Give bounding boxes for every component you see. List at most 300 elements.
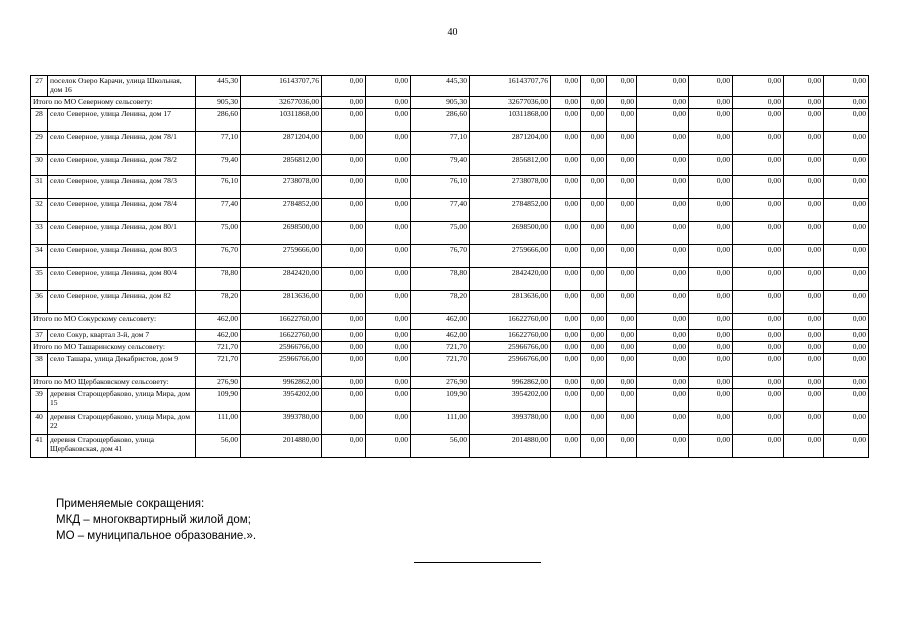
value-cell: 78,80 (196, 268, 241, 291)
value-cell: 0,00 (733, 268, 784, 291)
value-cell: 0,00 (824, 155, 869, 176)
address-cell: село Северное, улица Ленина, дом 80/3 (48, 245, 196, 268)
value-cell: 0,00 (607, 245, 637, 268)
value-cell: 0,00 (322, 389, 366, 412)
value-cell: 0,00 (784, 330, 824, 342)
value-cell: 10311868,00 (241, 109, 322, 132)
value-cell: 0,00 (581, 435, 607, 458)
value-cell: 0,00 (733, 97, 784, 109)
value-cell: 0,00 (824, 176, 869, 199)
value-cell: 109,90 (411, 389, 470, 412)
value-cell: 2738078,00 (241, 176, 322, 199)
value-cell: 0,00 (824, 132, 869, 155)
address-cell: село Северное, улица Ленина, дом 78/3 (48, 176, 196, 199)
value-cell: 286,60 (196, 109, 241, 132)
value-cell: 0,00 (733, 354, 784, 377)
value-cell: 75,00 (411, 222, 470, 245)
value-cell: 2784852,00 (470, 199, 551, 222)
value-cell: 0,00 (733, 109, 784, 132)
value-cell: 0,00 (322, 245, 366, 268)
value-cell: 0,00 (366, 109, 411, 132)
value-cell: 25966766,00 (241, 342, 322, 354)
row-number: 41 (31, 435, 48, 458)
value-cell: 10311868,00 (470, 109, 551, 132)
value-cell: 0,00 (824, 222, 869, 245)
address-cell: село Северное, улица Ленина, дом 82 (48, 291, 196, 314)
page-number: 40 (447, 27, 458, 38)
value-cell: 25966766,00 (241, 354, 322, 377)
value-cell: 0,00 (607, 330, 637, 342)
value-cell: 76,10 (196, 176, 241, 199)
value-cell: 0,00 (551, 314, 581, 330)
value-cell: 0,00 (784, 412, 824, 435)
value-cell: 16622760,00 (470, 314, 551, 330)
value-cell: 0,00 (607, 314, 637, 330)
value-cell: 0,00 (366, 435, 411, 458)
value-cell: 0,00 (366, 389, 411, 412)
value-cell: 0,00 (824, 342, 869, 354)
value-cell: 0,00 (607, 377, 637, 389)
value-cell: 3993780,00 (470, 412, 551, 435)
value-cell: 0,00 (551, 342, 581, 354)
value-cell: 0,00 (784, 155, 824, 176)
value-cell: 0,00 (733, 377, 784, 389)
row-number: 27 (31, 76, 48, 97)
value-cell: 0,00 (689, 342, 733, 354)
abbreviations-block (56, 496, 256, 544)
value-cell: 32677036,00 (470, 97, 551, 109)
value-cell: 0,00 (784, 245, 824, 268)
value-cell: 77,10 (411, 132, 470, 155)
value-cell: 0,00 (824, 354, 869, 377)
value-cell: 0,00 (637, 132, 689, 155)
value-cell: 0,00 (637, 377, 689, 389)
table-row (31, 435, 869, 458)
value-cell: 0,00 (551, 132, 581, 155)
table-row (31, 132, 869, 155)
value-cell: 0,00 (733, 435, 784, 458)
value-cell: 0,00 (689, 291, 733, 314)
value-cell: 0,00 (366, 377, 411, 389)
value-cell: 0,00 (733, 132, 784, 155)
address-cell: село Северное, улица Ленина, дом 78/1 (48, 132, 196, 155)
value-cell: 77,40 (196, 199, 241, 222)
value-cell: 2842420,00 (241, 268, 322, 291)
value-cell: 0,00 (581, 389, 607, 412)
row-number: 39 (31, 389, 48, 412)
value-cell: 0,00 (733, 412, 784, 435)
value-cell: 0,00 (637, 155, 689, 176)
value-cell: 0,00 (551, 97, 581, 109)
value-cell: 0,00 (637, 435, 689, 458)
row-number: 33 (31, 222, 48, 245)
subtotal-row (31, 97, 869, 109)
value-cell: 0,00 (689, 314, 733, 330)
table-row (31, 330, 869, 342)
value-cell: 79,40 (411, 155, 470, 176)
value-cell: 0,00 (366, 330, 411, 342)
value-cell: 0,00 (689, 435, 733, 458)
value-cell: 0,00 (581, 245, 607, 268)
value-cell: 0,00 (784, 268, 824, 291)
address-cell: село Северное, улица Ленина, дом 80/1 (48, 222, 196, 245)
subtotal-row (31, 342, 869, 354)
value-cell: 78,80 (411, 268, 470, 291)
value-cell: 77,40 (411, 199, 470, 222)
value-cell: 0,00 (784, 314, 824, 330)
housing-table (30, 75, 869, 458)
value-cell: 0,00 (322, 222, 366, 245)
value-cell: 76,70 (411, 245, 470, 268)
row-number: 28 (31, 109, 48, 132)
value-cell: 79,40 (196, 155, 241, 176)
value-cell: 0,00 (581, 109, 607, 132)
subtotal-row (31, 314, 869, 330)
value-cell: 0,00 (366, 132, 411, 155)
value-cell: 0,00 (581, 412, 607, 435)
value-cell: 0,00 (689, 97, 733, 109)
value-cell: 721,70 (411, 354, 470, 377)
value-cell: 0,00 (733, 76, 784, 97)
row-number: 32 (31, 199, 48, 222)
value-cell: 0,00 (607, 291, 637, 314)
value-cell: 0,00 (733, 342, 784, 354)
value-cell: 0,00 (689, 389, 733, 412)
value-cell: 0,00 (366, 268, 411, 291)
value-cell: 0,00 (637, 354, 689, 377)
value-cell: 0,00 (322, 109, 366, 132)
value-cell: 0,00 (581, 342, 607, 354)
value-cell: 0,00 (637, 199, 689, 222)
value-cell: 0,00 (637, 97, 689, 109)
value-cell: 0,00 (551, 377, 581, 389)
row-number: 37 (31, 330, 48, 342)
value-cell: 0,00 (824, 314, 869, 330)
value-cell: 0,00 (581, 97, 607, 109)
value-cell: 2759666,00 (241, 245, 322, 268)
row-number: 35 (31, 268, 48, 291)
value-cell: 0,00 (322, 199, 366, 222)
value-cell: 0,00 (637, 412, 689, 435)
value-cell: 0,00 (689, 377, 733, 389)
value-cell: 16143707,76 (241, 76, 322, 97)
value-cell: 0,00 (784, 199, 824, 222)
value-cell: 905,30 (196, 97, 241, 109)
abbreviations-title: Применяемые сокращения: (56, 498, 205, 510)
row-number: 36 (31, 291, 48, 314)
value-cell: 0,00 (824, 412, 869, 435)
value-cell: 0,00 (551, 109, 581, 132)
value-cell: 0,00 (784, 354, 824, 377)
value-cell: 721,70 (196, 342, 241, 354)
value-cell: 445,30 (196, 76, 241, 97)
value-cell: 56,00 (196, 435, 241, 458)
value-cell: 0,00 (607, 199, 637, 222)
table-row (31, 412, 869, 435)
value-cell: 0,00 (784, 342, 824, 354)
value-cell: 0,00 (689, 76, 733, 97)
address-cell: деревня Старощербаково, улица Мира, дом 15 (48, 389, 196, 412)
value-cell: 0,00 (581, 176, 607, 199)
value-cell: 0,00 (607, 435, 637, 458)
subtotal-label: Итого по МО Ташаринскому сельсовету: (31, 342, 196, 354)
address-cell: село Северное, улица Ленина, дом 78/2 (48, 155, 196, 176)
value-cell: 0,00 (733, 330, 784, 342)
value-cell: 0,00 (637, 291, 689, 314)
value-cell: 0,00 (689, 245, 733, 268)
value-cell: 0,00 (689, 199, 733, 222)
value-cell: 0,00 (322, 268, 366, 291)
value-cell: 0,00 (824, 199, 869, 222)
value-cell: 16622760,00 (470, 330, 551, 342)
value-cell: 0,00 (322, 342, 366, 354)
value-cell: 0,00 (824, 330, 869, 342)
value-cell: 0,00 (607, 222, 637, 245)
row-number: 29 (31, 132, 48, 155)
value-cell: 0,00 (581, 222, 607, 245)
value-cell: 16622760,00 (241, 330, 322, 342)
table-row (31, 176, 869, 199)
value-cell: 0,00 (784, 222, 824, 245)
value-cell: 2856812,00 (241, 155, 322, 176)
value-cell: 0,00 (551, 176, 581, 199)
value-cell: 0,00 (689, 330, 733, 342)
value-cell: 0,00 (366, 291, 411, 314)
row-number: 38 (31, 354, 48, 377)
row-number: 31 (31, 176, 48, 199)
value-cell: 0,00 (824, 435, 869, 458)
value-cell: 0,00 (607, 176, 637, 199)
value-cell: 0,00 (637, 109, 689, 132)
value-cell: 0,00 (733, 222, 784, 245)
value-cell: 0,00 (784, 435, 824, 458)
value-cell: 462,00 (196, 330, 241, 342)
value-cell: 2014880,00 (470, 435, 551, 458)
value-cell: 2871204,00 (470, 132, 551, 155)
subtotal-row (31, 377, 869, 389)
value-cell: 0,00 (784, 389, 824, 412)
value-cell: 0,00 (366, 342, 411, 354)
value-cell: 0,00 (784, 377, 824, 389)
value-cell: 462,00 (411, 314, 470, 330)
value-cell: 0,00 (607, 155, 637, 176)
table-row (31, 222, 869, 245)
value-cell: 0,00 (322, 412, 366, 435)
value-cell: 0,00 (366, 97, 411, 109)
value-cell: 0,00 (607, 76, 637, 97)
value-cell: 0,00 (637, 330, 689, 342)
value-cell: 0,00 (551, 330, 581, 342)
value-cell: 2813636,00 (241, 291, 322, 314)
table-row (31, 291, 869, 314)
value-cell: 0,00 (733, 245, 784, 268)
value-cell: 0,00 (824, 97, 869, 109)
value-cell: 0,00 (607, 109, 637, 132)
address-cell: село Северное, улица Ленина, дом 17 (48, 109, 196, 132)
value-cell: 3954202,00 (470, 389, 551, 412)
value-cell: 25966766,00 (470, 342, 551, 354)
table-row (31, 199, 869, 222)
value-cell: 0,00 (637, 176, 689, 199)
value-cell: 76,70 (196, 245, 241, 268)
value-cell: 2738078,00 (470, 176, 551, 199)
value-cell: 3954202,00 (241, 389, 322, 412)
value-cell: 0,00 (551, 389, 581, 412)
value-cell: 9962862,00 (241, 377, 322, 389)
value-cell: 0,00 (322, 330, 366, 342)
value-cell: 75,00 (196, 222, 241, 245)
value-cell: 0,00 (551, 245, 581, 268)
value-cell: 0,00 (551, 76, 581, 97)
value-cell: 0,00 (607, 354, 637, 377)
value-cell: 0,00 (784, 97, 824, 109)
value-cell: 2871204,00 (241, 132, 322, 155)
value-cell: 111,00 (196, 412, 241, 435)
value-cell: 0,00 (784, 291, 824, 314)
table-row (31, 109, 869, 132)
value-cell: 0,00 (551, 199, 581, 222)
value-cell: 0,00 (366, 155, 411, 176)
value-cell: 0,00 (581, 291, 607, 314)
value-cell: 0,00 (824, 268, 869, 291)
value-cell: 0,00 (581, 268, 607, 291)
address-cell: село Сокур, квартал 3-й, дом 7 (48, 330, 196, 342)
value-cell: 0,00 (551, 412, 581, 435)
value-cell: 2698500,00 (470, 222, 551, 245)
value-cell: 721,70 (411, 342, 470, 354)
value-cell: 0,00 (322, 132, 366, 155)
value-cell: 0,00 (637, 314, 689, 330)
value-cell: 0,00 (784, 109, 824, 132)
value-cell: 0,00 (733, 291, 784, 314)
value-cell: 0,00 (689, 155, 733, 176)
abbreviation-mkd: МКД – многоквартирный жилой дом; (56, 514, 251, 526)
address-cell: село Северное, улица Ленина, дом 78/4 (48, 199, 196, 222)
value-cell: 0,00 (689, 412, 733, 435)
value-cell: 721,70 (196, 354, 241, 377)
subtotal-label: Итого по МО Сокурскому сельсовету: (31, 314, 196, 330)
value-cell: 276,90 (196, 377, 241, 389)
value-cell: 0,00 (366, 354, 411, 377)
value-cell: 0,00 (581, 377, 607, 389)
value-cell: 3993780,00 (241, 412, 322, 435)
subtotal-label: Итого по МО Щербаковскому сельсовету: (31, 377, 196, 389)
value-cell: 0,00 (733, 199, 784, 222)
table-body (31, 76, 869, 458)
value-cell: 0,00 (366, 199, 411, 222)
value-cell: 0,00 (824, 245, 869, 268)
value-cell: 0,00 (607, 268, 637, 291)
value-cell: 0,00 (551, 268, 581, 291)
value-cell: 0,00 (366, 245, 411, 268)
value-cell: 109,90 (196, 389, 241, 412)
value-cell: 25966766,00 (470, 354, 551, 377)
value-cell: 0,00 (689, 109, 733, 132)
value-cell: 2014880,00 (241, 435, 322, 458)
value-cell: 0,00 (824, 109, 869, 132)
value-cell: 0,00 (607, 412, 637, 435)
table-row (31, 245, 869, 268)
value-cell: 0,00 (784, 176, 824, 199)
value-cell: 905,30 (411, 97, 470, 109)
value-cell: 445,30 (411, 76, 470, 97)
value-cell: 56,00 (411, 435, 470, 458)
value-cell: 111,00 (411, 412, 470, 435)
value-cell: 0,00 (551, 291, 581, 314)
value-cell: 0,00 (322, 354, 366, 377)
table-row (31, 354, 869, 377)
value-cell: 0,00 (322, 155, 366, 176)
value-cell: 0,00 (824, 291, 869, 314)
value-cell: 0,00 (607, 342, 637, 354)
value-cell: 0,00 (322, 314, 366, 330)
value-cell: 0,00 (366, 314, 411, 330)
value-cell: 0,00 (322, 176, 366, 199)
value-cell: 2842420,00 (470, 268, 551, 291)
value-cell: 78,20 (196, 291, 241, 314)
value-cell: 77,10 (196, 132, 241, 155)
value-cell: 0,00 (637, 76, 689, 97)
value-cell: 0,00 (581, 330, 607, 342)
closing-rule (414, 562, 541, 563)
value-cell: 0,00 (637, 342, 689, 354)
value-cell: 76,10 (411, 176, 470, 199)
value-cell: 0,00 (733, 389, 784, 412)
value-cell: 0,00 (784, 76, 824, 97)
table-row (31, 268, 869, 291)
row-number: 30 (31, 155, 48, 176)
value-cell: 16622760,00 (241, 314, 322, 330)
value-cell: 0,00 (637, 245, 689, 268)
value-cell: 2784852,00 (241, 199, 322, 222)
value-cell: 0,00 (322, 435, 366, 458)
value-cell: 462,00 (411, 330, 470, 342)
value-cell: 0,00 (689, 176, 733, 199)
value-cell: 0,00 (581, 314, 607, 330)
value-cell: 0,00 (581, 76, 607, 97)
value-cell: 0,00 (733, 314, 784, 330)
address-cell: село Северное, улица Ленина, дом 80/4 (48, 268, 196, 291)
value-cell: 0,00 (551, 435, 581, 458)
value-cell: 2856812,00 (470, 155, 551, 176)
value-cell: 0,00 (322, 97, 366, 109)
value-cell: 16143707,76 (470, 76, 551, 97)
value-cell: 0,00 (366, 176, 411, 199)
value-cell: 0,00 (637, 268, 689, 291)
address-cell: поселок Озеро Карачи, улица Школьная, дом 16 (48, 76, 196, 97)
value-cell: 9962862,00 (470, 377, 551, 389)
value-cell: 0,00 (607, 389, 637, 412)
value-cell: 0,00 (581, 155, 607, 176)
value-cell: 0,00 (366, 76, 411, 97)
value-cell: 0,00 (824, 389, 869, 412)
value-cell: 0,00 (689, 132, 733, 155)
address-cell: деревня Старощербаково, улица Мира, дом 22 (48, 412, 196, 435)
value-cell: 0,00 (824, 377, 869, 389)
value-cell: 462,00 (196, 314, 241, 330)
value-cell: 2813636,00 (470, 291, 551, 314)
value-cell: 0,00 (689, 222, 733, 245)
value-cell: 0,00 (733, 176, 784, 199)
abbreviation-mo: МО – муниципальное образование.». (56, 530, 257, 542)
value-cell: 0,00 (637, 389, 689, 412)
value-cell: 0,00 (581, 132, 607, 155)
value-cell: 0,00 (689, 354, 733, 377)
address-cell: деревня Старощербаково, улица Щербаковская, дом 41 (48, 435, 196, 458)
value-cell: 0,00 (551, 222, 581, 245)
value-cell: 276,90 (411, 377, 470, 389)
value-cell: 32677036,00 (241, 97, 322, 109)
